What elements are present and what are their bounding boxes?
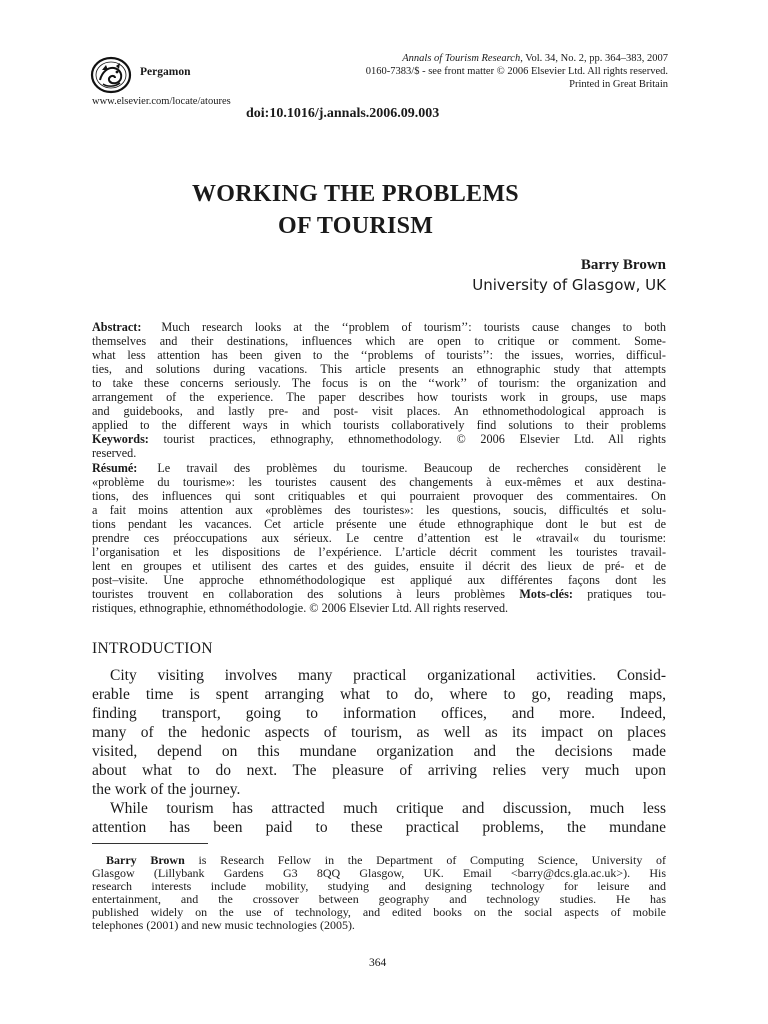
body-line: While tourism has attracted much critique and discussion, much less (110, 800, 666, 817)
resume-line: touristes trouvent en collaboration des solutions à leurs problèmes Mots-clés: pratiques tou- (92, 587, 666, 601)
footnote-line: published widely on the use of technology, and edited books on the social aspects of mobile (92, 905, 666, 919)
author-affiliation: University of Glasgow, UK (472, 276, 666, 294)
publisher-name: Pergamon (140, 66, 191, 78)
resume-line: ristiques, ethnographie, ethnométhodologie. © 2006 Elsevier Ltd. All rights reserved. (92, 601, 509, 615)
resume-line: tions, des influences qui sont critiquables et qui pourraient provoquer des commentaires. On (92, 489, 666, 503)
abstract-line: themselves and their destinations, influences which are open to critique or comment. Some- (92, 334, 666, 348)
resume-line: Résumé: Le travail des problèmes du tourisme. Beaucoup de recherches considèrent le (92, 461, 666, 475)
footnote-line: telephones (2001) and new music technologies (2005). (92, 918, 355, 932)
abstract-line: what less attention has been given to the ‘‘problems of tourists’’: the issues, worries, difficul- (92, 348, 666, 362)
body-line: finding transport, going to information offices, and more. Indeed, (92, 705, 666, 722)
abstract-line: applied to the different ways in which tourists collaboratively find solutions to their problems (92, 418, 666, 432)
footnote-line: entertainment, and the crossover between geography and technology studies. He has (92, 892, 666, 906)
keywords-line: reserved. (92, 446, 137, 460)
resume-line: prendre ces préoccupations aux sérieux. Le centre d’attention est le «travail« du tourisme: (92, 531, 666, 545)
article-title-line-1: WORKING THE PROBLEMS (192, 181, 519, 207)
abstract-line: ties, and solutions during vacations. This article presents an ethnographic study that attempts (92, 362, 666, 376)
keywords-label: Keywords: (92, 432, 149, 446)
body-line: visited, depend on this mundane organization and the decisions made (92, 743, 666, 760)
footnote-line: research interests include mobility, studying and designing technology for leisure and (92, 879, 666, 893)
footnote-author: Barry Brown (106, 853, 185, 867)
printed-in: Printed in Great Britain (569, 79, 668, 90)
introduction-heading: INTRODUCTION (92, 640, 213, 657)
issn-copyright: 0160-7383/$ - see front matter © 2006 Elsevier Ltd. All rights reserved. (365, 66, 668, 77)
journal-website-link[interactable]: www.elsevier.com/locate/atoures (92, 96, 231, 107)
body-line: many of the hedonic aspects of tourism, as well as its impact on places (92, 724, 666, 741)
footnote-line: Glasgow (Lillybank Gardens G3 8QQ Glasgow, UK. Email <barry@dcs.gla.ac.uk>). His (92, 866, 666, 880)
abstract-line: Abstract: Much research looks at the ‘‘problem of tourism’’: tourists cause changes to both (92, 320, 666, 334)
resume-line: «problème du tourisme»: les touristes causent des changements à eux-mêmes et aux destina- (92, 475, 666, 489)
journal-title: Annals of Tourism Research (402, 53, 521, 64)
abstract-label: Abstract: (92, 320, 142, 334)
author-name: Barry Brown (580, 257, 666, 273)
footnote-divider (92, 843, 208, 844)
resume-line: post–visite. Une approche ethnométhodologique est appliqué aux différentes façons dont les (92, 573, 666, 587)
pergamon-logo-icon (90, 56, 132, 94)
resume-line: l’organisation et les dispositions de l’expérience. L’article décrit comment les touristes travail- (92, 545, 666, 559)
resume-line: tions pendant les vacances. Cet article présente une étude ethnographique dont le but est de (92, 517, 666, 531)
keywords-line: Keywords: tourist practices, ethnography, ethnomethodology. © 2006 Elsevier Ltd. All rights (92, 432, 666, 446)
footnote-line: Barry Brown is Research Fellow in the Department of Computing Science, University of (106, 853, 666, 867)
article-title-line-2: OF TOURISM (278, 213, 434, 239)
abstract-line: and guidebooks, and lastly pre- and post- visit places. An ethnomethodological approach is (92, 404, 666, 418)
abstract-line: arrangement of the experience. The paper describes how tourists work in groups, use maps (92, 390, 666, 404)
journal-citation (402, 53, 668, 64)
body-line: attention has been paid to these practical problems, the mundane (92, 819, 666, 836)
resume-line: a fait moins attention aux «problèmes des touristes»: les questions, soucis, difficultés et solu- (92, 503, 666, 517)
page-number: 364 (369, 957, 387, 969)
journal-volume-info: , Vol. 34, No. 2, pp. 364–383, 2007 (520, 53, 668, 64)
resume-line: lent en groupes et utilisent des cartes et des guides, ensuite il décrit des lieux de pré- et de (92, 559, 666, 573)
resume-label: Résumé: (92, 461, 138, 475)
body-line: about what to do next. The pleasure of arriving relies very much upon (92, 762, 666, 779)
body-line: the work of the journey. (92, 781, 241, 798)
doi-link[interactable]: doi:10.1016/j.annals.2006.09.003 (246, 106, 440, 121)
body-line: erable time is spent arranging what to do, where to go, reading maps, (92, 686, 666, 703)
motscles-label: Mots-clés: (519, 587, 573, 601)
abstract-line: to take these concerns seriously. The focus is on the ‘‘work’’ of tourism: the organization and (92, 376, 666, 390)
body-line: City visiting involves many practical organizational activities. Consid- (110, 667, 666, 684)
